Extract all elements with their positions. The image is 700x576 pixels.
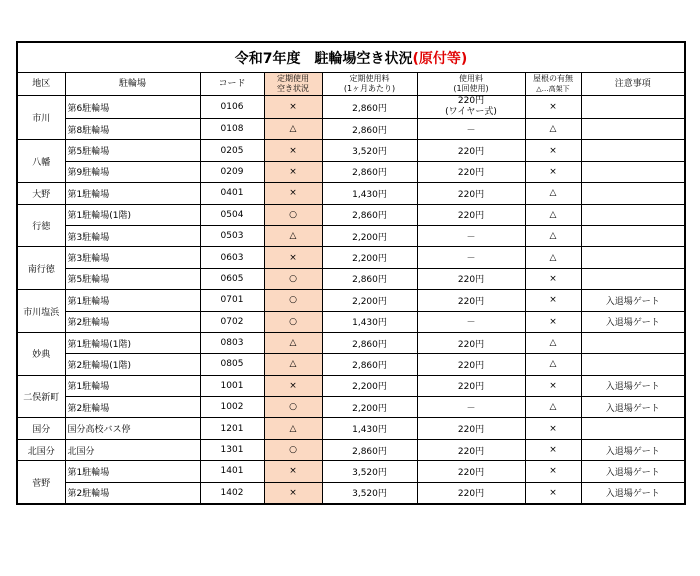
monthly-fee-cell: 2,860円 [322,204,417,225]
notes-cell [581,161,685,182]
notes-cell: 入退場ゲート [581,311,685,332]
monthly-fee-cell: 2,860円 [322,161,417,182]
lot-cell: 第2駐輪場 [65,397,200,418]
notes-cell [581,332,685,353]
table-row [17,140,685,161]
monthly-fee-cell: 2,200円 [322,375,417,396]
notes-cell [581,354,685,375]
notes-cell: 入退場ゲート [581,461,685,482]
lot-cell: 第2駐輪場(1階) [65,354,200,375]
monthly-fee-cell: 2,860円 [322,354,417,375]
notes-cell: 入退場ゲート [581,290,685,311]
lot-cell: 第2駐輪場 [65,311,200,332]
lot-cell: 第1駐輪場 [65,183,200,204]
code-cell: 0504 [200,204,264,225]
lot-cell: 国分高校バス停 [65,418,200,439]
availability-cell: △ [264,119,322,140]
monthly-fee-cell: 2,860円 [322,96,417,119]
table-row [17,290,685,311]
code-cell: 1402 [200,482,264,504]
code-cell: 0503 [200,225,264,246]
parking-availability-table [16,41,686,505]
area-cell: 八幡 [17,140,65,183]
area-cell: 市川塩浜 [17,290,65,333]
availability-cell: × [264,161,322,182]
lot-cell: 第8駐輪場 [65,119,200,140]
single-use-fee-cell: 220円 [417,268,525,289]
lot-cell: 第3駐輪場 [65,225,200,246]
single-use-fee-cell: 220円 [417,461,525,482]
table-row [17,268,685,289]
single-use-fee-cell: － [417,311,525,332]
notes-cell [581,119,685,140]
single-use-fee-cell: 220円 [417,204,525,225]
lot-cell: 第5駐輪場 [65,140,200,161]
monthly-fee-cell: 1,430円 [322,418,417,439]
availability-cell: × [264,482,322,504]
code-cell: 1002 [200,397,264,418]
table-row [17,375,685,396]
monthly-fee-cell: 3,520円 [322,461,417,482]
monthly-fee-cell: 2,860円 [322,268,417,289]
lot-cell: 第9駐輪場 [65,161,200,182]
single-use-fee-cell: 220円 [417,439,525,460]
availability-cell: ○ [264,268,322,289]
roof-cell: △ [525,225,581,246]
roof-cell: △ [525,354,581,375]
notes-cell [581,418,685,439]
lot-cell: 第2駐輪場 [65,482,200,504]
availability-cell: △ [264,332,322,353]
monthly-fee-cell: 2,200円 [322,247,417,268]
roof-cell: × [525,418,581,439]
table-row [17,461,685,482]
roof-cell: × [525,290,581,311]
table-row [17,397,685,418]
lot-cell: 第1駐輪場 [65,461,200,482]
lot-cell: 第1駐輪場(1階) [65,204,200,225]
table-row [17,418,685,439]
table-row [17,161,685,182]
notes-cell [581,247,685,268]
roof-cell: △ [525,332,581,353]
header-single-use-line2: (1回使用) [453,84,489,93]
roof-cell: △ [525,119,581,140]
code-cell: 1301 [200,439,264,460]
table-row [17,482,685,504]
code-cell: 0701 [200,290,264,311]
single-use-fee-cell: 220円 [417,418,525,439]
single-use-fee-cell: 220円 [417,140,525,161]
notes-cell [581,225,685,246]
header-availability [264,73,322,96]
single-use-fee-cell: － [417,119,525,140]
notes-cell [581,140,685,161]
header-single-use-fee [417,73,525,96]
code-cell: 0401 [200,183,264,204]
monthly-fee-cell: 3,520円 [322,140,417,161]
header-area: 地区 [17,73,65,96]
monthly-fee-cell: 1,430円 [322,311,417,332]
single-use-fee-cell: 220円 [417,290,525,311]
availability-cell: △ [264,225,322,246]
code-cell: 0603 [200,247,264,268]
code-cell: 0605 [200,268,264,289]
header-notes: 注意事項 [581,73,685,96]
monthly-fee-cell: 2,860円 [322,119,417,140]
code-cell: 0205 [200,140,264,161]
notes-cell: 入退場ゲート [581,439,685,460]
header-monthly-fee-line2: (1ヶ月あたり) [343,84,396,93]
roof-cell: △ [525,247,581,268]
availability-cell: ○ [264,290,322,311]
area-cell: 妙典 [17,332,65,375]
availability-cell: ○ [264,439,322,460]
header-availability-line1: 定期使用 [277,74,309,83]
title-main: 令和7年度 駐輪場空き状況 [234,50,413,67]
title-highlight: (原付等) [412,50,468,67]
lot-cell: 第5駐輪場 [65,268,200,289]
single-use-fee-cell: 220円 [417,183,525,204]
header-monthly-fee-line1: 定期使用料 [349,74,390,83]
monthly-fee-cell: 1,430円 [322,183,417,204]
area-cell: 大野 [17,183,65,204]
single-use-fee-cell: 220円 [417,332,525,353]
code-cell: 0803 [200,332,264,353]
code-cell: 1401 [200,461,264,482]
availability-cell: × [264,183,322,204]
monthly-fee-cell: 2,200円 [322,290,417,311]
header-availability-line2: 空き状況 [277,84,309,93]
single-use-fee-cell: 220円 [417,482,525,504]
roof-cell: △ [525,204,581,225]
area-cell: 南行徳 [17,247,65,290]
monthly-fee-cell: 2,200円 [322,397,417,418]
monthly-fee-cell: 2,200円 [322,225,417,246]
monthly-fee-cell: 3,520円 [322,482,417,504]
single-use-fee-cell: 220円 [417,161,525,182]
availability-cell: × [264,375,322,396]
table-row [17,439,685,460]
header-roof-line2: △…高架下 [536,85,570,93]
lot-cell: 第1駐輪場 [65,290,200,311]
table-row [17,119,685,140]
availability-cell: △ [264,354,322,375]
table-row [17,354,685,375]
single-use-fee-cell: － [417,225,525,246]
roof-cell: △ [525,397,581,418]
roof-cell: × [525,140,581,161]
roof-cell: × [525,268,581,289]
roof-cell: × [525,482,581,504]
lot-cell: 第1駐輪場 [65,375,200,396]
table-row [17,204,685,225]
table-row [17,96,685,119]
roof-cell: × [525,161,581,182]
header-monthly-fee [322,73,417,96]
notes-cell [581,183,685,204]
roof-cell: × [525,96,581,119]
single-use-fee-cell: － [417,247,525,268]
single-use-fee-line2: (ワイヤー式) [445,107,497,117]
code-cell: 1201 [200,418,264,439]
monthly-fee-cell: 2,860円 [322,332,417,353]
single-use-fee-cell [417,96,525,119]
area-cell: 北国分 [17,439,65,460]
roof-cell: △ [525,183,581,204]
monthly-fee-cell: 2,860円 [322,439,417,460]
roof-cell: × [525,439,581,460]
area-cell: 市川 [17,96,65,140]
notes-cell [581,268,685,289]
area-cell: 国分 [17,418,65,439]
code-cell: 0106 [200,96,264,119]
code-cell: 0702 [200,311,264,332]
lot-cell: 第6駐輪場 [65,96,200,119]
table-title [17,42,685,73]
notes-cell [581,204,685,225]
code-cell: 0805 [200,354,264,375]
table-row [17,311,685,332]
roof-cell: × [525,311,581,332]
single-use-fee-cell: 220円 [417,354,525,375]
header-code: コード [200,73,264,96]
single-use-fee-cell: 220円 [417,375,525,396]
area-cell: 菅野 [17,461,65,504]
availability-cell: × [264,247,322,268]
availability-cell: ○ [264,311,322,332]
code-cell: 0108 [200,119,264,140]
availability-cell: × [264,140,322,161]
header-single-use-line1: 使用料 [459,74,483,83]
lot-cell: 北国分 [65,439,200,460]
lot-cell: 第1駐輪場(1階) [65,332,200,353]
roof-cell: × [525,375,581,396]
roof-cell: × [525,461,581,482]
availability-cell: ○ [264,204,322,225]
table-row [17,183,685,204]
notes-cell [581,96,685,119]
notes-cell: 入退場ゲート [581,375,685,396]
table-row [17,247,685,268]
lot-cell: 第3駐輪場 [65,247,200,268]
availability-cell: △ [264,418,322,439]
header-lot: 駐輪場 [65,73,200,96]
code-cell: 0209 [200,161,264,182]
code-cell: 1001 [200,375,264,396]
table-row [17,225,685,246]
single-use-fee-line1: 220円 [457,96,485,106]
header-roof-line1: 屋根の有無 [533,74,573,83]
header-roof [525,73,581,96]
single-use-fee-cell: － [417,397,525,418]
availability-cell: × [264,461,322,482]
availability-cell: ○ [264,397,322,418]
area-cell: 二俣新町 [17,375,65,418]
notes-cell: 入退場ゲート [581,482,685,504]
table-row [17,332,685,353]
notes-cell: 入退場ゲート [581,397,685,418]
availability-cell: × [264,96,322,119]
area-cell: 行徳 [17,204,65,247]
